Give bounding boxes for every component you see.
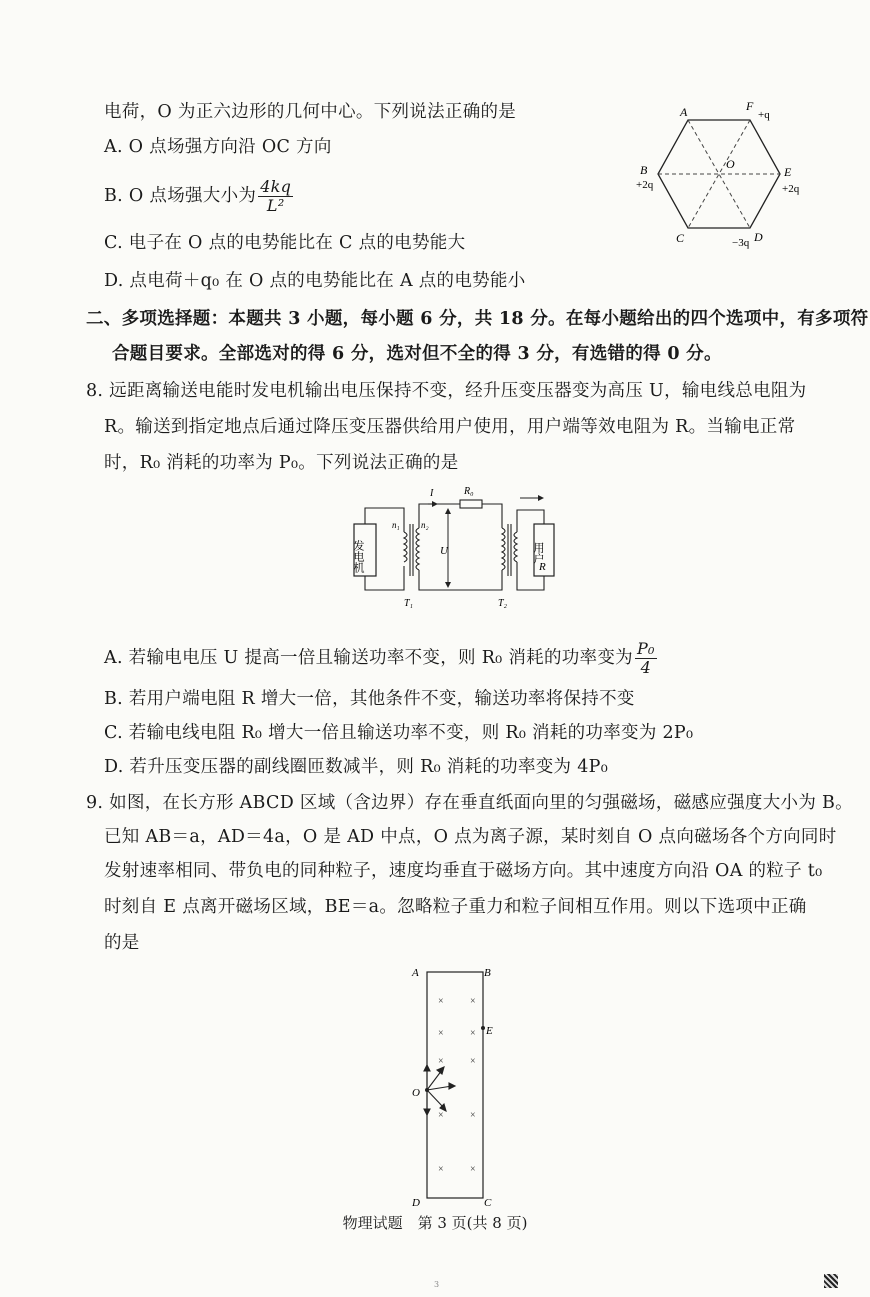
q9-stem-line4: 时刻自 E 点离开磁场区域，BE＝a。忽略粒子重力和粒子间相互作用。则以下选项中正确 [104,897,807,917]
q8-stem-line3: 时，R₀ 消耗的功率为 P₀。下列说法正确的是 [104,453,459,473]
label-current: I [430,488,434,499]
field-cross: × [438,1164,444,1175]
circuit-figure [340,480,570,620]
label-b: B [484,967,491,979]
label-b: B [640,163,648,177]
charge-b: +2q [636,179,654,191]
label-c: C [484,1197,492,1209]
q8-option-a-fraction [635,640,657,677]
charge-f: +q [758,109,770,121]
q7-option-b-text: B. O 点场强大小为 [104,186,257,206]
hexagon-figure [620,96,820,256]
q9-stem-line5: 的是 [104,933,140,953]
t2-primary-coil [502,528,505,570]
section2-header-line2: 合题目要求。全部选对的得 6 分，选对但不全的得 3 分，有选错的得 0 分。 [112,344,722,364]
q8-option-d: D. 若升压变压器的副线圈匝数减半，则 R₀ 消耗的功率变为 4P₀ [104,757,609,777]
field-cross: × [470,996,476,1007]
t2-secondary-coil [514,532,517,562]
point-e [481,1026,485,1030]
q7-option-b [104,178,295,215]
label-n1: n₁ [392,520,400,530]
q8-option-a-text: A. 若输电电压 U 提高一倍且输送功率不变，则 R₀ 消耗的功率变为 [104,648,633,668]
q9-stem-line3: 发射速率相同、带负电的同种粒子，速度均垂直于磁场方向。其中速度方向沿 OA 的粒子 t₀ [104,861,823,881]
label-o: O [412,1087,420,1099]
field-cross: × [438,996,444,1007]
label-c: C [676,231,685,245]
user-r-label: R [539,561,546,573]
label-e: E [784,165,792,179]
label-d: D [754,230,763,244]
point-o [425,1088,429,1092]
q7-option-c: C. 电子在 O 点的电势能比在 C 点的电势能大 [104,233,466,253]
q8-stem-line2: R。输送到指定地点后通过降压变压器供给用户使用，用户端等效电阻为 R。当输电正常 [104,417,796,437]
q7-stem-tail: 电荷，O 为正六边形的几何中心。下列说法正确的是 [104,102,517,122]
charge-e: +2q [782,183,800,195]
label-t1: T₁ [404,598,414,609]
resistor-r0 [460,500,482,508]
label-t2: T₂ [498,598,508,609]
fraction-numerator: P₀ [636,639,655,658]
q7-option-b-fraction [258,178,293,215]
label-u: U [440,545,448,557]
field-cross: × [438,1056,444,1067]
q8-option-b: B. 若用户端电阻 R 增大一倍，其他条件不变，输送功率将保持不变 [104,689,635,709]
field-cross: × [438,1110,444,1121]
q8-option-c: C. 若输电线电阻 R₀ 增大一倍且输送功率不变，则 R₀ 消耗的功率变为 2P₀ [104,723,694,743]
field-cross: × [470,1164,476,1175]
fraction-denominator: 4 [640,658,652,677]
fraction-denominator: L² [266,196,285,215]
charge-d: −3q [732,237,750,249]
field-cross: × [470,1028,476,1039]
label-e: E [486,1025,493,1037]
label-a: A [680,105,688,119]
section2-header-line1: 二、多项选择题：本题共 3 小题，每小题 6 分，共 18 分。在每小题给出的四个选项中，有多项符 [86,309,869,329]
magnetic-field-figure [400,962,510,1212]
generator-label: 发电机 [352,540,364,573]
page-index: 3 [434,1280,440,1289]
page-footer: 物理试题 第 3 页(共 8 页) [342,1214,528,1232]
q7-option-d: D. 点电荷＋q₀ 在 O 点的电势能比在 A 点的电势能小 [104,271,526,291]
label-n2: n₂ [421,520,429,530]
label-o: O [726,157,735,171]
t1-primary-coil [404,532,407,562]
field-cross: × [470,1056,476,1067]
fraction-numerator: 4kq [260,177,292,196]
label-f: F [746,99,754,113]
label-r0: R₀ [464,486,474,497]
q9-stem-line2: 已知 AB＝a，AD＝4a，O 是 AD 中点，O 点为离子源，某时刻自 O 点向磁场各个方向同时 [104,827,837,847]
t1-secondary-coil [416,528,419,570]
qr-code-icon [824,1274,838,1288]
field-cross: × [438,1028,444,1039]
q7-option-a: A. O 点场强方向沿 OC 方向 [104,137,332,157]
user-label: 用户 [532,542,544,564]
q8-stem-line1: 8. 远距离输送电能时发电机输出电压保持不变，经升压变压器变为高压 U，输电线总电阻为 [86,381,807,401]
label-a: A [412,967,419,979]
q8-option-a [104,640,659,677]
field-cross: × [470,1110,476,1121]
label-d: D [412,1197,420,1209]
q9-stem-line1: 9. 如图，在长方形 ABCD 区域（含边界）存在垂直纸面向里的匀强磁场，磁感应强度大小为 B。 [86,793,853,813]
hexagon-outline [658,120,780,228]
